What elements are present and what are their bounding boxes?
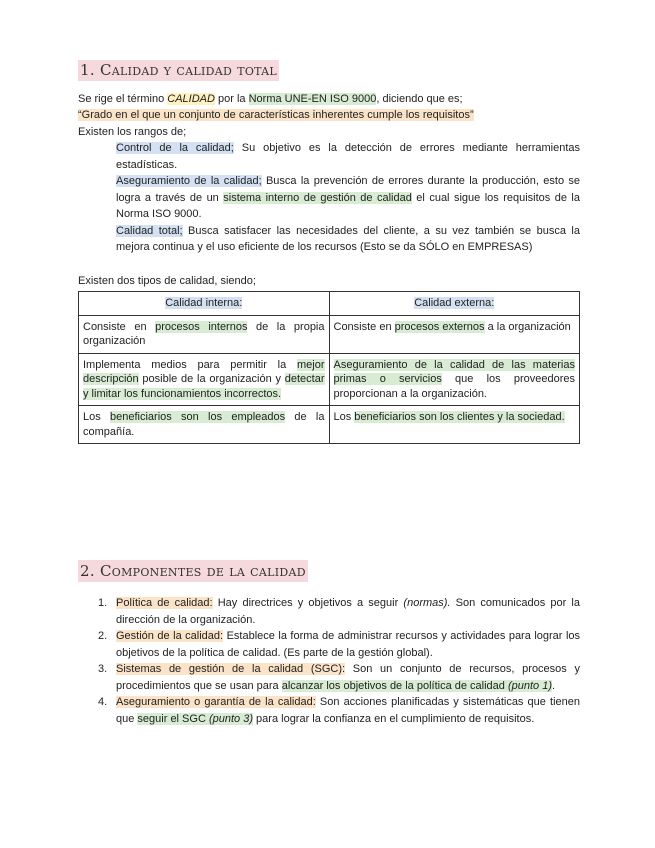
definition-quote: “Grado en el que un conjunto de características inherentes cumple los requisitos”	[78, 109, 474, 121]
header-interna: Calidad interna:	[79, 292, 330, 316]
section-2-heading: 2. Componentes de la calidad	[80, 562, 306, 580]
intro-paragraph: Se rige el término CALIDAD por la Norma UNE-EN ISO 9000, diciendo que es;	[78, 92, 463, 105]
list-item: 2. Gestión de la calidad: Establece la forma de administrar recursos y actividades para lograr los objetivos de la política de calidad. (Es parte de la gestión global).	[98, 630, 581, 659]
rango-total: Calidad total; Busca satisfacer las necesidades del cliente, a su vez también se busca la mejora continua y el uso eficiente de los recursos (Esto se da SÓLO en EMPRESAS)	[116, 224, 580, 253]
table-cell: Los beneficiarios son los clientes y la sociedad.	[329, 406, 580, 444]
table-cell: Consiste en procesos internos de la propia organización	[79, 315, 330, 353]
rangos-intro: Existen los rangos de;	[78, 125, 187, 138]
section-1	[78, 60, 580, 444]
section-2	[78, 595, 580, 727]
components-list	[78, 595, 580, 727]
tipos-intro: Existen dos tipos de calidad, siendo;	[78, 274, 256, 287]
table-cell: Consiste en procesos externos a la organización	[329, 315, 580, 353]
table-row	[79, 406, 580, 444]
table-row	[79, 315, 580, 353]
table-cell: Implementa medios para permitir la mejor descripción posible de la organización y detectar y limitar los funcionamientos incorrectos.	[79, 353, 330, 406]
quality-types-table	[78, 291, 580, 444]
list-item: 3. Sistemas de gestión de la calidad (SGC): Son un conjunto de recursos, procesos y procedimientos que se usan para alcanzar los objetivos de la política de calidad (punto 1).	[98, 663, 580, 692]
section-1-heading: 1. Calidad y calidad total	[80, 61, 278, 79]
norma-highlight: Norma UNE-EN ISO 9000	[248, 92, 377, 105]
term-calidad: CALIDAD	[167, 92, 215, 105]
list-item: 1. Política de calidad: Hay directrices y objetivos a seguir (normas). Son comunicados por la dirección de la organización.	[98, 597, 580, 626]
rango-aseguramiento: Aseguramiento de la calidad; Busca la prevención de errores durante la producción, esto se logra a través de un sistema interno de gestión de calidad el cual sigue los requisitos de la Norma ISO 9000.	[116, 175, 580, 220]
table-cell: Aseguramiento de la calidad de las materias primas o servicios que los proveedores proporcionan a la organización.	[329, 353, 580, 406]
table-cell: Los beneficiarios son los empleados de la compañía.	[79, 406, 330, 444]
table-row	[79, 353, 580, 406]
list-item: 4. Aseguramiento o garantía de la calidad: Son acciones planificadas y sistemáticas que tienen que seguir el SGC (punto 3) para lograr la confianza en el cumplimiento de requisitos.	[98, 696, 580, 725]
header-externa: Calidad externa:	[329, 292, 580, 316]
rango-control: Control de la calidad; Su objetivo es la detección de errores mediante herramientas estadísticas.	[116, 142, 580, 171]
table-header-row	[79, 292, 580, 316]
